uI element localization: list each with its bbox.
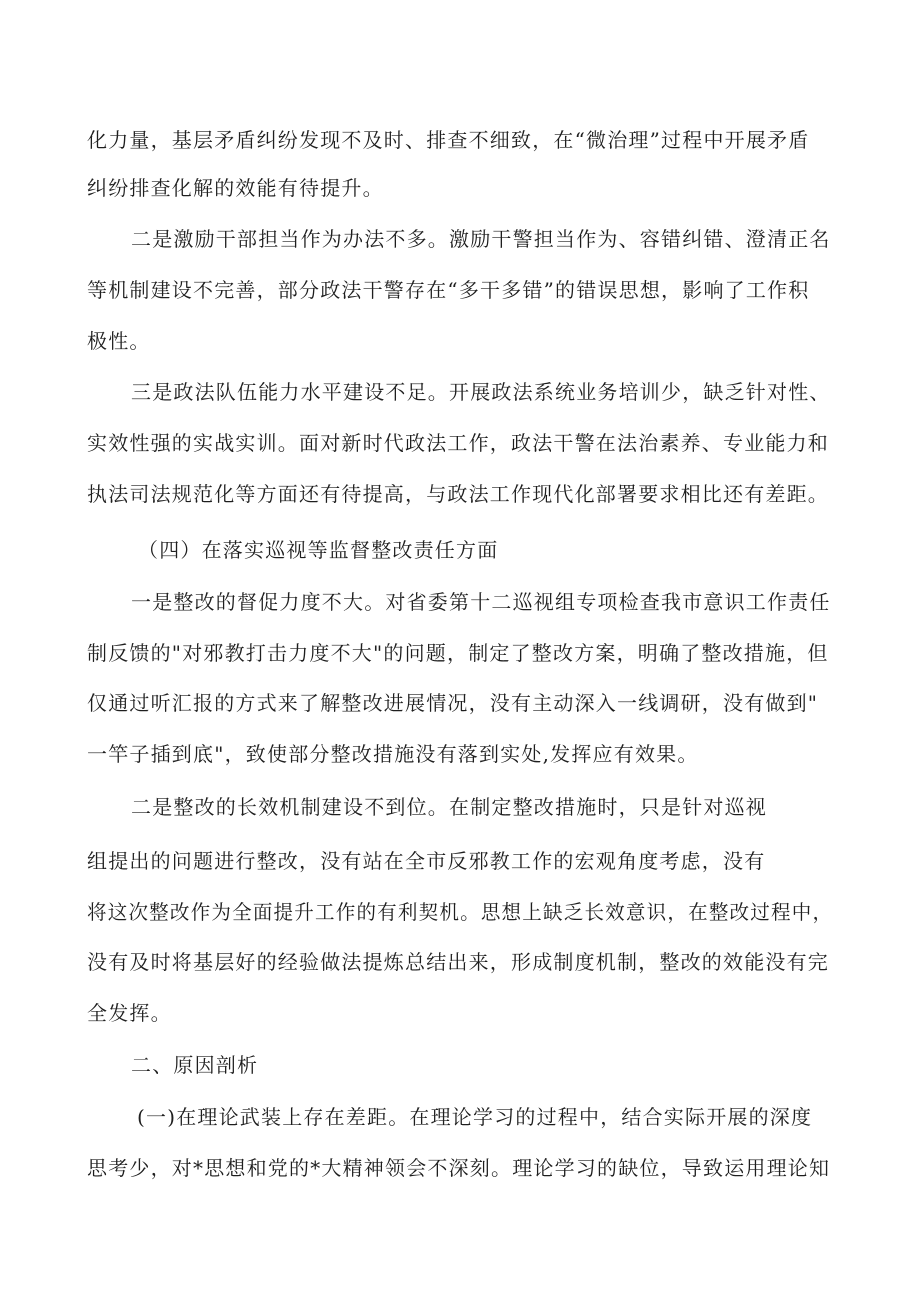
text-line: 思考少，对*思想和党的*大精神领会不深刻。理论学习的缺位，导致运用理论知 (87, 1156, 831, 1180)
text-line: 二是激励干部担当作为办法不多。激励干警担当作为、容错纠错、澄清正名 (131, 227, 831, 251)
text-line: 一竿子插到底"，致使部分整改措施没有落到实处,发挥应有效果。 (87, 742, 699, 766)
text-line: 组提出的问题进行整改，没有站在全市反邪教工作的宏观角度考虑，没有 (87, 849, 766, 873)
text-line: 二是整改的长效机制建设不到位。在制定整改措施时，只是针对巡视 (131, 795, 767, 819)
text-line: (一)在理论武装上存在差距。在理论学习的过程中，结合实际开展的深度 (137, 1105, 813, 1129)
text-line: 实效性强的实战实训。面对新时代政法工作，政法干警在法治素养、专业能力和 (87, 431, 829, 455)
text-line: 执法司法规范化等方面还有待提高，与政法工作现代化部署要求相比还有差距。 (87, 482, 829, 506)
text-line: 极性。 (87, 329, 151, 353)
text-line: 制反馈的"对邪教打击力度不大"的问题，制定了整改方案，明确了整改措施，但 (87, 641, 829, 665)
text-line: 化力量，基层矛盾纠纷发现不及时、排查不细致，在“微治理”过程中开展矛盾 (87, 128, 810, 152)
text-line: 三是政法队伍能力水平建设不足。开展政法系统业务培训少，缺乏针对性、 (131, 380, 831, 404)
text-line: 全发挥。 (87, 1001, 172, 1025)
section-heading: 二、原因剖析 (131, 1053, 259, 1077)
text-line: 仅通过听汇报的方式来了解整改进展情况，没有主动深入一线调研，没有做到" (87, 691, 819, 715)
section-heading: （四）在落实巡视等监督整改责任方面 (138, 538, 499, 562)
text-line: 一是整改的督促力度不大。对省委第十二巡视组专项检查我市意识工作责任 (131, 590, 831, 614)
text-line: 纠纷排查化解的效能有待提升。 (87, 176, 384, 200)
text-line: 没有及时将基层好的经验做法提炼总结出来，形成制度机制，整改的效能没有完 (87, 950, 829, 974)
text-line: 等机制建设不完善，部分政法干警存在“多干多错”的错误思想，影响了工作积 (87, 278, 810, 302)
text-line: 将这次整改作为全面提升工作的有利契机。思想上缺乏长效意识，在整改过程中， (87, 900, 834, 924)
